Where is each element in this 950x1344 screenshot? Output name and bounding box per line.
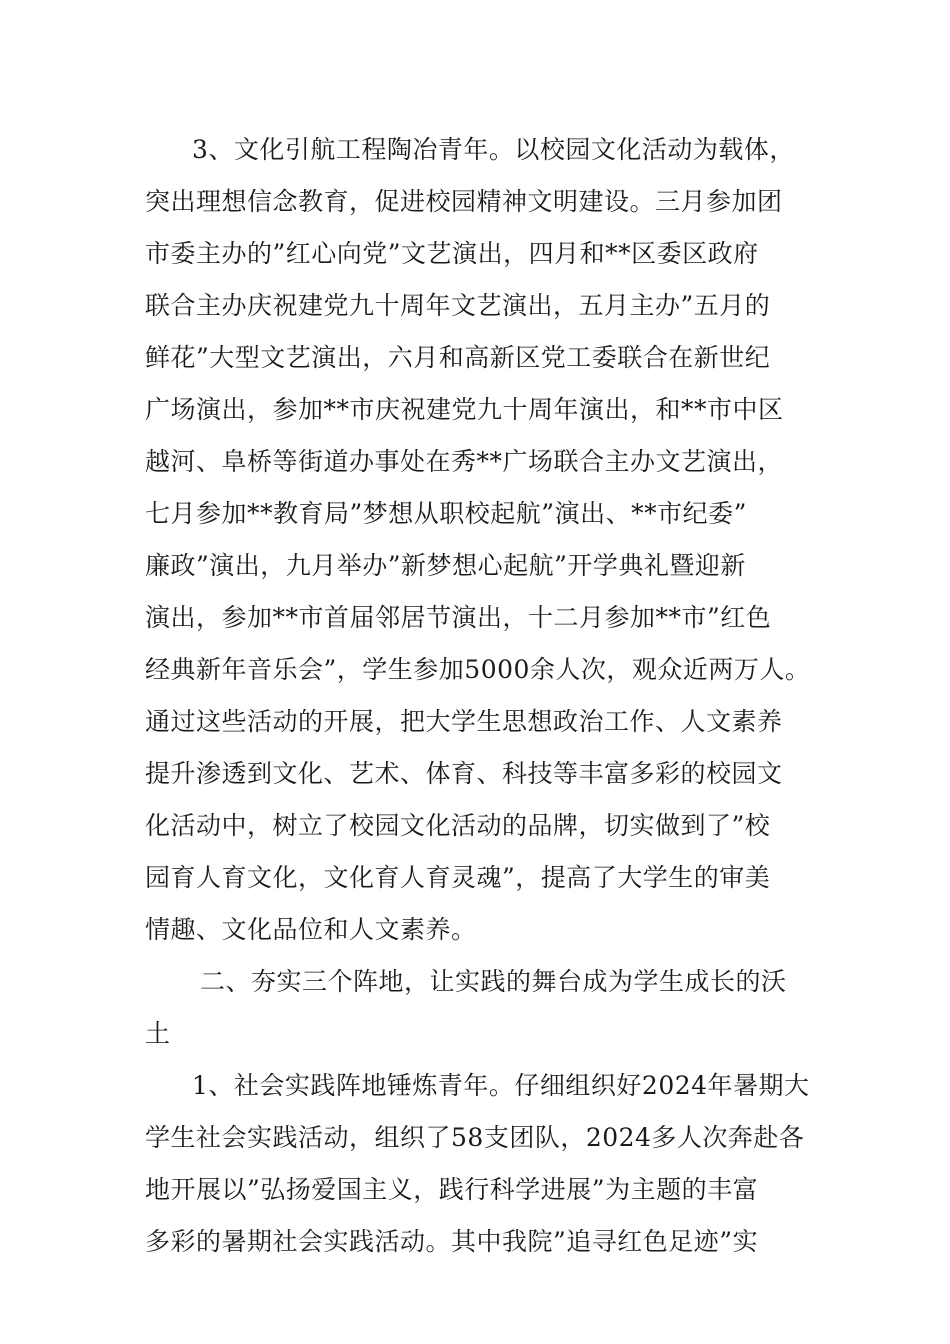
paragraph-3-line-8: 七月参加**教育局”梦想从职校起航”演出、**市纪委” [145,499,747,528]
paragraph-3-line-3: 市委主办的”红心向党”文艺演出，四月和**区委区政府 [145,239,759,268]
paragraph-1-line-2: 学生社会实践活动，组织了58支团队，2024多人次奔赴各 [145,1123,805,1152]
paragraph-3-line-1: 3、文化引航工程陶冶青年。以校园文化活动为载体， [192,135,795,164]
paragraph-3-line-7: 越河、阜桥等街道办事处在秀**广场联合主办文艺演出， [145,447,784,476]
paragraph-3-line-2: 突出理想信念教育，促进校园精神文明建设。三月参加团 [145,187,783,216]
paragraph-3-line-13: 提升渗透到文化、艺术、体育、科技等丰富多彩的校园文 [145,759,783,788]
paragraph-3-line-12: 通过这些活动的开展，把大学生思想政治工作、人文素养 [145,707,783,736]
paragraph-3-line-14: 化活动中，树立了校园文化活动的品牌，切实做到了”校 [145,811,771,840]
paragraph-3-line-4: 联合主办庆祝建党九十周年文艺演出，五月主办”五月的 [145,291,771,320]
paragraph-3-line-9: 廉政”演出，九月举办”新梦想心起航”开学典礼暨迎新 [145,551,746,580]
paragraph-3-line-10: 演出，参加**市首届邻居节演出，十二月参加**市”红色 [145,603,772,632]
paragraph-3-line-16: 情趣、文化品位和人文素养。 [145,915,477,944]
paragraph-3-line-11: 经典新年音乐会”，学生参加5000余人次，观众近两万人。 [145,655,811,684]
paragraph-3-line-6: 广场演出，参加**市庆祝建党九十周年演出，和**市中区 [145,395,784,424]
paragraph-3-line-5: 鲜花”大型文艺演出，六月和高新区党工委联合在新世纪 [145,343,771,372]
paragraph-1-line-4: 多彩的暑期社会实践活动。其中我院”追寻红色足迹”实 [145,1227,759,1256]
section-heading-line-2: 土 [145,1019,171,1048]
section-heading-line-1: 二、夯实三个阵地，让实践的舞台成为学生成长的沃 [200,967,787,996]
paragraph-1-line-1: 1、社会实践阵地锤炼青年。仔细组织好2024年暑期大 [192,1071,810,1100]
paragraph-3-line-15: 园育人育文化，文化育人育灵魂”，提高了大学生的审美 [145,863,771,892]
paragraph-1-line-3: 地开展以”弘扬爱国主义，践行科学进展”为主题的丰富 [145,1175,759,1204]
